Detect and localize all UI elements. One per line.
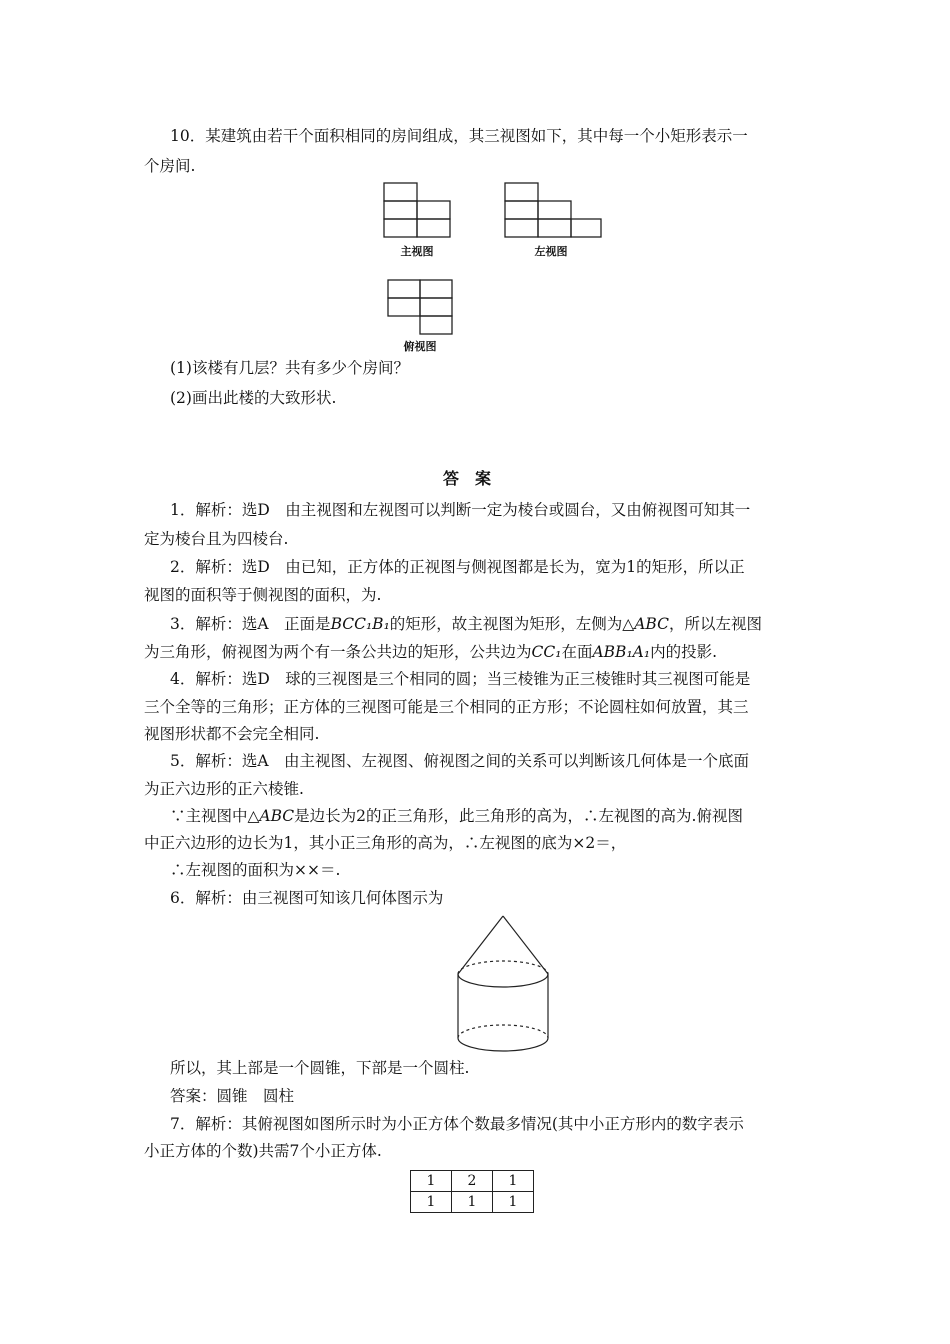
answer-5-line2: 为正六边形的正六棱锥.	[144, 780, 304, 798]
top-room	[388, 298, 420, 316]
front-view-figure	[382, 181, 452, 239]
left-room	[505, 183, 538, 201]
bottom-ellipse-front	[458, 1038, 548, 1051]
front-room	[417, 201, 450, 219]
problem10-line1: 10．某建筑由若干个面积相同的房间组成，其三视图如下，其中每一个小矩形表示一	[170, 127, 748, 145]
left-room	[505, 201, 538, 219]
grid-row	[411, 1192, 534, 1213]
cone-cylinder-figure	[454, 914, 552, 1054]
front-room	[384, 201, 417, 219]
answer-6-line3: 答案：圆锥 圆柱	[170, 1087, 295, 1105]
grid-cell: 1	[493, 1171, 534, 1192]
top-view-count-grid	[410, 1170, 534, 1213]
grid-row	[411, 1171, 534, 1192]
left-room	[571, 219, 601, 237]
answer-3-line1: 3．解析：选A 正面是BCC₁B₁的矩形，故主视图为矩形，左侧为△ABC，所以左视图	[170, 615, 762, 633]
answer-7-line1: 7．解析：其俯视图如图所示时为小正方体个数最多情况(其中小正方形内的数字表示	[170, 1115, 744, 1133]
left-room	[538, 219, 571, 237]
left-view-caption: 左视图	[534, 245, 568, 258]
answer-6-line2: 所以，其上部是一个圆锥，下部是一个圆柱.	[170, 1059, 470, 1077]
question-1: (1)该楼有几层？共有多少个房间？	[170, 359, 409, 377]
cone-edge-right	[503, 916, 548, 974]
answer-5-line5: ∴左视图的面积为××＝.	[170, 861, 341, 879]
answer-4-line2: 三个全等的三角形；正方体的三视图可能是三个相同的正方形；不论圆柱如何放置，其三	[144, 698, 749, 716]
answer-2-line1: 2．解析：选D 由已知，正方体的正视图与侧视图都是长为，宽为1的矩形，所以正	[170, 558, 745, 576]
left-room	[505, 219, 538, 237]
grid-cell: 1	[411, 1192, 452, 1213]
grid-cell: 1	[493, 1192, 534, 1213]
answer-2-line2: 视图的面积等于侧视图的面积，为.	[144, 586, 382, 604]
bottom-ellipse-back	[458, 1025, 548, 1038]
question-2: (2)画出此楼的大致形状.	[170, 389, 337, 407]
front-view-caption: 主视图	[400, 245, 434, 258]
answer-5-line4: 中正六边形的边长为1，其小正三角形的高为，∴左视图的底为×2＝，	[144, 834, 627, 852]
top-room	[420, 298, 452, 316]
top-room	[420, 316, 452, 334]
top-ellipse-front	[458, 974, 548, 987]
answer-4-line3: 视图形状都不会完全相同.	[144, 725, 320, 743]
grid-cell: 2	[452, 1171, 493, 1192]
left-view-figure	[503, 181, 603, 239]
top-ellipse-back	[458, 961, 548, 974]
left-room	[538, 201, 571, 219]
answer-5-line1: 5．解析：选A 由主视图、左视图、俯视图之间的关系可以判断该几何体是一个底面	[170, 752, 750, 770]
problem10-line2: 个房间.	[144, 157, 196, 175]
front-room	[384, 219, 417, 237]
answer-7-line2: 小正方体的个数)共需7个小正方体.	[144, 1142, 382, 1160]
answer-5-line3: ∵主视图中△ABC是边长为2的正三角形，此三角形的高为，∴左视图的高为.俯视图	[170, 807, 743, 825]
front-room	[417, 219, 450, 237]
top-room	[388, 280, 420, 298]
answer-3-line2: 为三角形，俯视图为两个有一条公共边的矩形，公共边为CC₁在面ABB₁A₁内的投影.	[144, 643, 718, 661]
top-view-caption: 俯视图	[403, 340, 437, 353]
answer-1-line1: 1．解析：选D 由主视图和左视图可以判断一定为棱台或圆台，又由俯视图可知其一	[170, 501, 751, 519]
answer-4-line1: 4．解析：选D 球的三视图是三个相同的圆；当三棱锥为正三棱锥时其三视图可能是	[170, 670, 751, 688]
top-view-figure	[386, 278, 454, 336]
answer-6-line1: 6．解析：由三视图可知该几何体图示为	[170, 889, 444, 907]
grid-cell: 1	[452, 1192, 493, 1213]
answer-1-line2: 定为棱台且为四棱台.	[144, 530, 289, 548]
cone-edge-left	[458, 916, 503, 974]
grid-cell: 1	[411, 1171, 452, 1192]
front-room	[384, 183, 417, 201]
top-room	[420, 280, 452, 298]
answers-title: 答案	[442, 469, 507, 488]
